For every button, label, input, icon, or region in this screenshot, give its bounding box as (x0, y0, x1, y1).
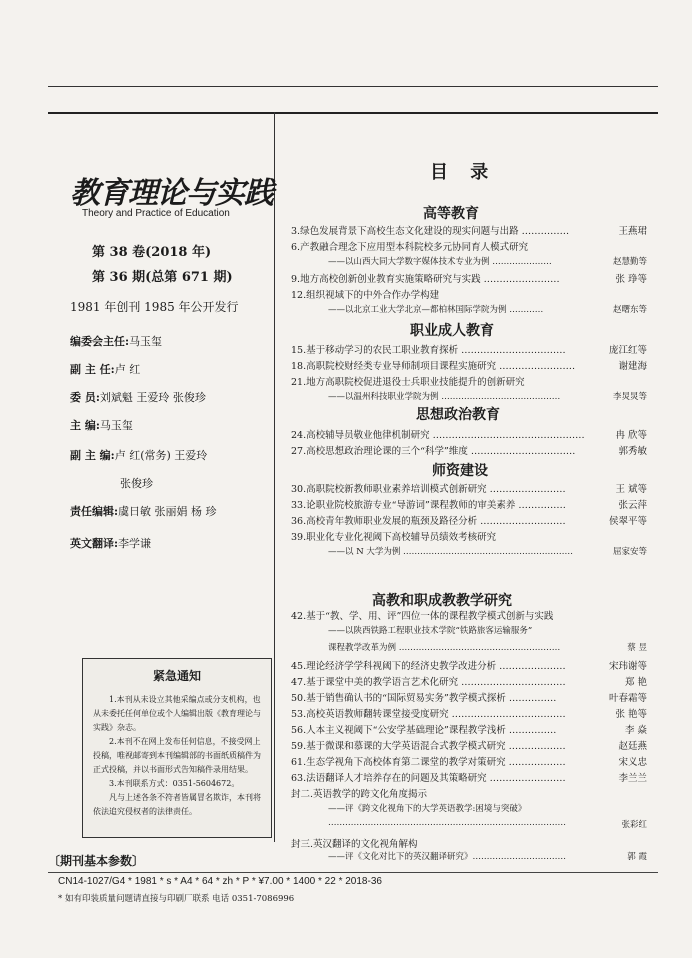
toc-section-heading: 思想政治教育 (416, 407, 500, 423)
staff-row (70, 447, 207, 463)
toc-entry-title: 9.地方高校创新创业教育实施策略研究与实践 …………………… (291, 274, 560, 285)
toc-entry-title: 3.绿色发展背景下高校生态文化建设的现实问题与出路 …………… (291, 226, 570, 237)
column-divider (274, 112, 275, 842)
toc-entry[interactable] (291, 271, 647, 285)
toc-entry[interactable] (328, 850, 647, 862)
staff-role: 副 主 任: (70, 363, 115, 376)
toc-section-heading: 高教和职成教教学研究 (372, 593, 512, 609)
toc-entry[interactable] (291, 738, 647, 752)
toc-entry[interactable] (291, 658, 647, 672)
toc-entry-author: 蔡 昱 (627, 643, 647, 653)
toc-section-heading: 职业成人教育 (410, 323, 494, 339)
staff-row (70, 417, 133, 433)
staff-role: 主 编: (70, 419, 100, 432)
toc-entry-title: 30.高职院校新教师职业素养培训模式创新研究 …………………… (291, 484, 566, 495)
toc-entry-title: ——以 N 大学为例 …………………………………………………… (328, 547, 574, 557)
notice-paragraph: 2.本刊不在网上发布任何信息，不接受网上投稿，唯视邮寄到本刊编辑部的书面纸质稿件为正式投稿，并以书面形式告知稿件录用结果。 (93, 737, 261, 774)
staff-names: 刘斌魁 王爱玲 张俊珍 (99, 391, 206, 404)
toc-entry[interactable] (291, 529, 647, 543)
staff-names: 李学谦 (118, 537, 152, 550)
toc-entry-author: 王 斌等 (613, 481, 647, 495)
toc-entry-title: 15.基于移动学习的农民工职业教育探析 …………………………… (291, 345, 566, 356)
staff-names: 卢 红 (114, 363, 141, 376)
toc-entry[interactable] (291, 342, 647, 356)
staff-row (120, 475, 153, 491)
toc-entry[interactable] (291, 836, 647, 850)
toc-entry-author: 宋玮谢等 (607, 658, 647, 672)
toc-entry-author: 赵廷燕 (616, 738, 647, 752)
staff-names: 马玉玺 (129, 335, 163, 348)
toc-entry-author: 赵慧勤等 (612, 257, 647, 267)
toc-section-heading: 高等教育 (423, 206, 479, 222)
toc-entry-title: 45.理论经济学学科视阈下的经济史教学改进分析 ………………… (291, 661, 566, 672)
toc-entry[interactable] (291, 443, 647, 457)
staff-role: 编委会主任: (70, 335, 130, 348)
toc-entry-author: 张 琤等 (613, 271, 647, 285)
staff-names: 马玉玺 (99, 419, 133, 432)
staff-row (70, 503, 217, 519)
toc-entry-author: 屈家安等 (612, 547, 647, 557)
toc-entry[interactable] (328, 641, 647, 653)
toc-entry-title: ………………………………………………………………………… (328, 818, 566, 828)
toc-entry[interactable] (291, 239, 647, 253)
staff-names: 虞日敏 张丽娟 杨 珍 (118, 505, 217, 518)
toc-entry-title: ——以山西大同大学数字媒体技术专业为例 ………………… (328, 257, 552, 267)
toc-entry-author: 庞江红等 (607, 342, 647, 356)
toc-entry-title: 42.基于“教、学、用、评”四位一体的课程教学模式创新与实践 (291, 611, 554, 622)
toc-entry-title: 61.生态学视角下高校体育第二课堂的教学对策研究 ……………… (291, 757, 566, 768)
toc-entry-title: 47.基于课堂中美的教学语言艺术化研究 …………………………… (291, 677, 566, 688)
toc-entry-title: 12.组织视域下的中外合作办学构建 (291, 290, 440, 301)
toc-entry-author: 冉 欣等 (613, 427, 647, 441)
staff-row (70, 361, 140, 377)
toc-entry-title: ——以北京工业大学北京—都柏林国际学院为例 ………… (328, 305, 544, 315)
staff-row (70, 333, 162, 349)
toc-entry[interactable] (291, 481, 647, 495)
toc-entry-title: 封三.英汉翻译的文化视角解构 (291, 839, 418, 850)
toc-entry-title: 封二.英语教学的跨文化角度揭示 (291, 789, 428, 800)
toc-entry-author: 王燕珺 (616, 223, 647, 237)
staff-names: 卢 红(常务) 王爱玲 (114, 449, 208, 462)
toc-entry-title: 21.地方高职院校促进退役士兵职业技能提升的创新研究 (291, 377, 525, 388)
notice-paragraph: 1.本刊从未设立其他采编点或分支机构，也从未委托任何单位或个人编辑出版《教育理论与实践》杂志。 (93, 695, 261, 732)
toc-entry[interactable] (291, 706, 647, 720)
print-quality-note: * 如有印装质量问题请直接与印刷厂联系 电话 0351-7086996 (58, 894, 295, 904)
toc-entry-author: 郑 艳 (623, 674, 647, 688)
toc-section-heading: 师资建设 (432, 463, 488, 479)
toc-entry-author: 谢建海 (616, 358, 647, 372)
notice-paragraph: 凡与上述各条不符者皆属冒名欺诈，本刊将依法追究侵权者的法律责任。 (93, 793, 261, 816)
notice-body (93, 693, 263, 819)
staff-role: 委 员: (70, 391, 100, 404)
toc-entry[interactable] (291, 722, 647, 736)
toc-entry-author: 叶春霜等 (607, 690, 647, 704)
founded-label: 1981 年创刊 1985 年公开发行 (70, 300, 239, 314)
toc-entry[interactable] (291, 786, 647, 800)
issue-label: 第 36 期(总第 671 期) (92, 270, 233, 285)
toc-entry[interactable] (291, 358, 647, 372)
staff-role: 英文翻译: (70, 537, 119, 550)
journal-params: CN14-1027/G4 * 1981 * s * A4 * 64 * zh * P * ¥7.00 * 1400 * 22 * 2018-36 (58, 876, 382, 887)
toc-entry[interactable] (291, 223, 647, 237)
toc-entry-title: 36.高校青年教师职业发展的瓶颈及路径分析 ……………………… (291, 516, 566, 527)
toc-entry[interactable] (328, 802, 647, 814)
toc-entry-title: 课程教学改革为例 ………………………………………………… (328, 643, 561, 653)
toc-entry-author: 李兰兰 (616, 770, 647, 784)
toc-entry-title: 33.论职业院校旅游专业“导游词”课程教师的审美素养 …………… (291, 500, 566, 511)
urgent-notice-box (82, 658, 272, 838)
toc-entry-author: 李 焱 (623, 722, 647, 736)
toc-entry-author: 张云萍 (616, 497, 647, 511)
toc-entry-title: 24.高校辅导员敬业他律机制研究 ………………………………………… (291, 430, 585, 441)
toc-entry-title: ——评《文化对比下的英汉翻译研究》…………………………… (328, 852, 567, 862)
toc-entry-author: 张彩红 (621, 820, 647, 828)
toc-entry[interactable] (291, 497, 647, 511)
volume-label: 第 38 卷(2018 年) (92, 245, 212, 260)
toc-entry-title: 39.职业化专业化视阈下高校辅导员绩效考核研究 (291, 532, 497, 543)
journal-logo: 教育理论与实践 (70, 176, 273, 211)
toc-title: 目 录 (430, 162, 497, 183)
toc-entry-author: 侯翠平等 (607, 513, 647, 527)
toc-entry-title: 18.高职院校财经类专业导师制项目课程实施研究 …………………… (291, 361, 576, 372)
toc-entry[interactable] (291, 427, 647, 441)
toc-entry-author: 张 艳等 (613, 706, 647, 720)
toc-entry-author: 李炅炅等 (612, 392, 647, 402)
toc-entry-title: 27.高校思想政治理论课的三个“科学”维度 …………………………… (291, 446, 576, 457)
toc-entry-author: 郭秀敏 (616, 443, 647, 457)
toc-entry[interactable] (328, 624, 647, 636)
footer-rule (48, 872, 658, 873)
journal-english-title: Theory and Practice of Education (82, 208, 230, 219)
params-title: 〔期刊基本参数〕 (48, 854, 145, 868)
toc-entry[interactable] (291, 690, 647, 704)
toc-entry-title: 50.基于销售确认书的“国际贸易实务”教学模式探析 …………… (291, 693, 557, 704)
toc-entry[interactable] (328, 303, 647, 315)
toc-entry[interactable] (291, 287, 647, 301)
toc-entry[interactable] (291, 608, 647, 622)
staff-row (70, 389, 206, 405)
toc-entry[interactable] (291, 374, 647, 388)
notice-title: 紧急通知 (152, 669, 201, 683)
notice-paragraph: 3.本刊联系方式：0351-5604672。 (109, 779, 240, 788)
staff-role: 副 主 编: (70, 449, 115, 462)
toc-entry-title: 63.法语翻译人才培养存在的问题及其策略研究 …………………… (291, 773, 566, 784)
toc-entry-author: 郭 霞 (627, 852, 647, 862)
toc-entry-author: 宋义忠 (616, 754, 647, 768)
header-rule-thick (48, 112, 658, 114)
toc-entry-title: 56.人本主义视阈下“公安学基础理论”课程教学浅析 …………… (291, 725, 557, 736)
staff-names: 张俊珍 (120, 477, 153, 490)
toc-entry-title: 6.产教融合理念下应用型本科院校多元协同育人模式研究 (291, 242, 529, 253)
toc-entry[interactable] (328, 390, 647, 402)
toc-entry-author: 赵曙东等 (612, 305, 647, 315)
header-rule-thin (48, 86, 658, 87)
toc-entry[interactable] (291, 754, 647, 768)
toc-entry[interactable] (291, 674, 647, 688)
toc-entry-title: ——评《跨文化视角下的大学英语教学:困境与突破》 (328, 804, 527, 814)
staff-row (70, 535, 151, 551)
toc-entry[interactable] (328, 545, 647, 557)
toc-entry[interactable] (291, 770, 647, 784)
toc-entry-title: 53.高校英语教师翻转课堂接受度研究 ……………………………… (291, 709, 566, 720)
toc-entry-title: 59.基于微课和慕课的大学英语混合式教学模式研究 ……………… (291, 741, 566, 752)
toc-entry[interactable] (291, 513, 647, 527)
toc-entry-title: ——以陕西铁路工程职业技术学院“铁路旅客运输服务” (328, 626, 533, 636)
toc-entry[interactable] (328, 255, 647, 267)
toc-entry[interactable] (328, 818, 647, 828)
toc-entry-title: ——以温州科技职业学院为例 …………………………………… (328, 392, 561, 402)
staff-role: 责任编辑: (70, 505, 119, 518)
